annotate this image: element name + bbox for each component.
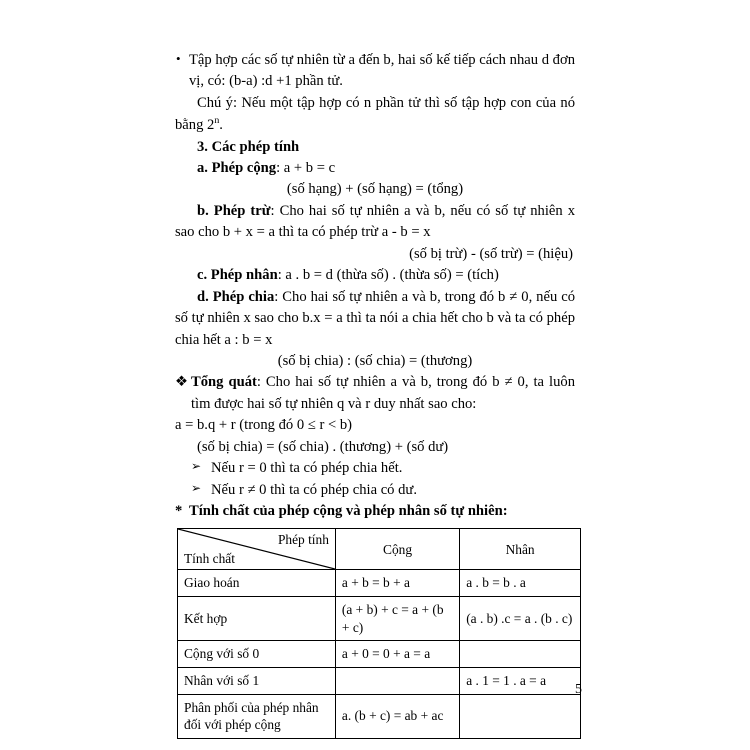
table-intro-text: Tính chất của phép cộng và phép nhân số tự nhiên: <box>189 503 508 520</box>
arrow-bullet-icon: ➢ <box>191 480 202 495</box>
row-3-cong <box>335 667 459 694</box>
item-d-division <box>175 287 575 351</box>
table-header-nhan: Nhân <box>460 529 581 570</box>
bullet-text: Tập hợp các số tự nhiên từ a đến b, hai số kế tiếp cách nhau d đơn vị, có: (b-a) :d +1 phần tử. <box>189 52 575 90</box>
formula-division: (số bị chia) : (số chia) = (thương) <box>277 352 473 369</box>
note-text-after: . <box>219 117 223 134</box>
table-header-cong: Cộng <box>335 529 459 570</box>
table-row <box>178 570 581 597</box>
formula-addition: (số hạng) + (số hạng) = (tổng) <box>286 181 464 198</box>
item-a-label: a. Phép cộng <box>197 160 277 177</box>
table-row <box>178 641 581 668</box>
item-a-addition <box>175 158 575 179</box>
row-2-property: Cộng với số 0 <box>178 641 336 668</box>
row-4-property: Phân phối của phép nhân đối với phép cộng <box>178 694 336 738</box>
asterisk-icon: * <box>175 503 183 520</box>
bullet-dot-icon: • <box>176 51 181 66</box>
table-row <box>178 597 581 641</box>
row-2-cong: a + 0 = 0 + a = a <box>335 641 459 668</box>
general-bullet-1-text: Nếu r ≠ 0 thì ta có phép chia có dư. <box>211 481 417 498</box>
item-b-text: : Cho hai số tự nhiên a và b, nếu có số tự nhiên x sao cho b + x = a thì ta có phép trừ a - b = x <box>175 202 575 241</box>
item-b-subtraction <box>175 201 575 244</box>
row-0-property: Giao hoán <box>178 570 336 597</box>
bullet-natural-number-count <box>175 50 575 93</box>
item-d-label: d. Phép chia <box>197 288 275 305</box>
note-exponent: n <box>214 115 220 127</box>
table-intro <box>175 501 575 522</box>
note-subsets <box>175 93 575 137</box>
general-bullet-0-text: Nếu r = 0 thì ta có phép chia hết. <box>211 460 403 477</box>
item-b-label: b. Phép trừ <box>197 202 271 219</box>
row-1-cong: (a + b) + c = a + (b + c) <box>335 597 459 641</box>
table-row <box>178 694 581 738</box>
general-bullet-1 <box>175 480 575 501</box>
table-corner-bottom-label: Tính chất <box>184 550 235 566</box>
row-1-property: Kết hợp <box>178 597 336 641</box>
row-0-cong: a + b = b + a <box>335 570 459 597</box>
row-1-nhan: (a . b) .c = a . (b . c) <box>460 597 581 641</box>
page-content <box>175 50 575 739</box>
general-bullet-0 <box>175 458 575 479</box>
properties-table <box>177 528 581 738</box>
row-3-property: Nhân với số 1 <box>178 667 336 694</box>
general-line-3: (số bị chia) = (số chia) . (thương) + (số dư) <box>197 438 449 455</box>
general-text: : Cho hai số tự nhiên a và b, trong đó b ≠ 0, ta luôn tìm được hai số tự nhiên q và r duy nhất sao cho: <box>191 374 575 412</box>
item-d-text: : Cho hai số tự nhiên a và b, trong đó b ≠ 0, nếu có số tự nhiên x sao cho b.x = a thì ta nói a chia hết cho b và ta có phép chia hết a : b = x <box>175 288 575 348</box>
item-c-multiplication <box>175 265 575 286</box>
note-text-before: Chú ý: Nếu một tập hợp có n phần tử thì số tập hợp con của nó bằng 2 <box>175 94 575 134</box>
item-c-text: : a . b = d (thừa số) . (thừa số) = (tích) <box>277 267 499 284</box>
section-3-title: 3. Các phép tính <box>197 138 300 155</box>
general-line-2: a = b.q + r (trong đó 0 ≤ r < b) <box>175 417 352 434</box>
page-number: 5 <box>575 682 582 697</box>
diamond-star-icon: ❖ <box>175 374 189 391</box>
row-4-cong: a. (b + c) = ab + ac <box>335 694 459 738</box>
row-4-nhan <box>460 694 581 738</box>
table-row <box>178 667 581 694</box>
table-header-row <box>178 529 581 570</box>
general-label: Tổng quát <box>191 374 257 391</box>
row-2-nhan <box>460 641 581 668</box>
general-statement <box>175 372 575 415</box>
arrow-bullet-icon: ➢ <box>191 459 202 474</box>
row-0-nhan: a . b = b . a <box>460 570 581 597</box>
item-a-text: : a + b = c <box>276 160 336 177</box>
table-corner-top-label: Phép tính <box>277 532 329 548</box>
row-3-nhan: a . 1 = 1 . a = a <box>460 667 581 694</box>
item-c-label: c. Phép nhân <box>197 267 278 284</box>
table-corner-cell <box>178 529 336 570</box>
formula-subtraction: (số bị trừ) - (số trừ) = (hiệu) <box>409 245 573 262</box>
